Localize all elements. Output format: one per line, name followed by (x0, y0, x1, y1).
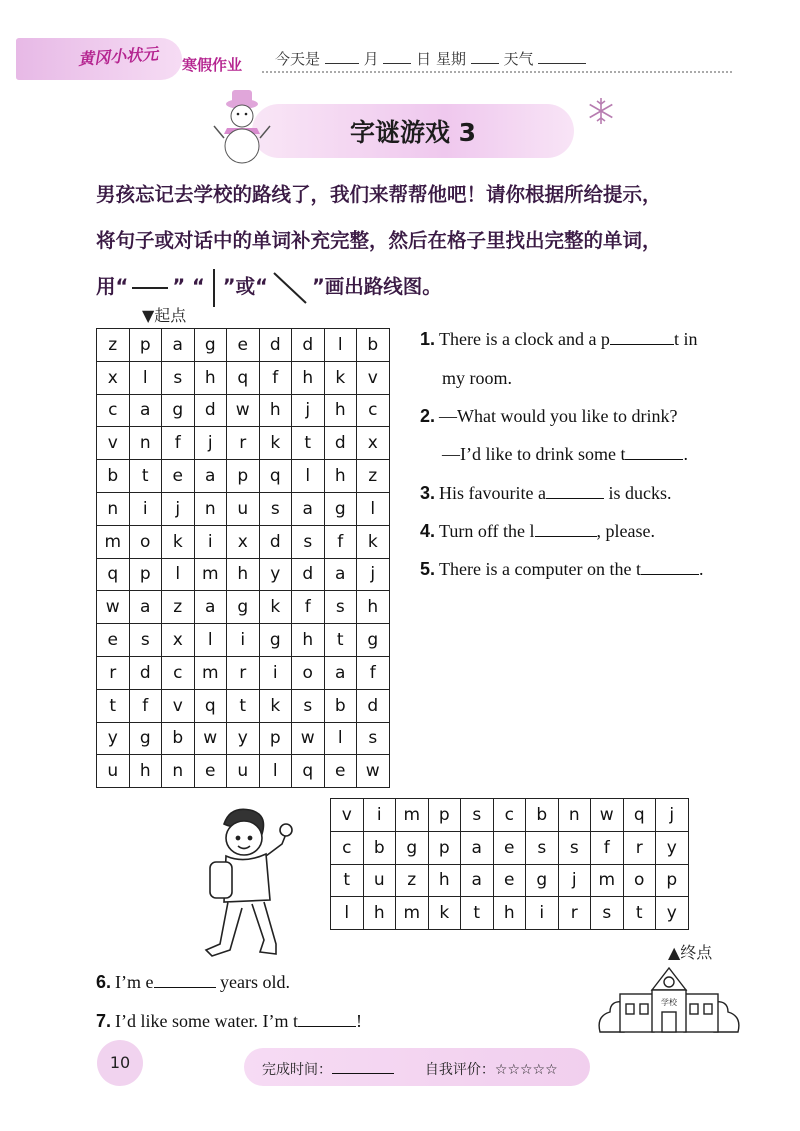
question-number: 2. (420, 406, 436, 426)
question-text: years old. (215, 972, 290, 992)
grid-cell[interactable]: t (461, 897, 494, 930)
grid-row (97, 722, 390, 755)
grid-cell[interactable]: d (324, 427, 357, 460)
grid-cell[interactable]: p (227, 460, 260, 493)
grid-cell[interactable]: p (428, 831, 461, 864)
grid-cell[interactable]: h (428, 864, 461, 897)
grid-row (97, 460, 390, 493)
grid-cell[interactable]: a (292, 492, 325, 525)
grid-cell[interactable]: e (194, 755, 227, 788)
grid-cell[interactable]: h (194, 361, 227, 394)
grid-cell[interactable]: b (162, 722, 195, 755)
grid-cell[interactable]: c (357, 394, 390, 427)
question-text: ! (355, 1011, 362, 1031)
grid-cell[interactable]: y (97, 722, 130, 755)
grid-cell[interactable]: b (97, 460, 130, 493)
instructions (96, 172, 746, 310)
letter-grid-bottom (330, 798, 689, 930)
grid-cell[interactable]: q (227, 361, 260, 394)
question-number: 1. (420, 329, 436, 349)
grid-cell[interactable]: q (97, 558, 130, 591)
grid-cell[interactable]: j (292, 394, 325, 427)
grid-cell[interactable]: a (324, 558, 357, 591)
grid-cell[interactable]: q (259, 460, 292, 493)
grid-cell[interactable]: l (324, 722, 357, 755)
grid-cell[interactable]: s (259, 492, 292, 525)
grid-cell[interactable]: a (461, 864, 494, 897)
grid-row (331, 897, 689, 930)
grid-cell[interactable]: h (324, 460, 357, 493)
grid-cell[interactable]: p (129, 558, 162, 591)
answer-blank[interactable] (298, 1026, 356, 1027)
grid-row (331, 831, 689, 864)
question-4 (420, 521, 655, 542)
grid-cell[interactable]: s (357, 722, 390, 755)
question-number: 7. (96, 1011, 112, 1031)
question-text: is ducks. (603, 483, 672, 503)
grid-cell[interactable]: v (97, 427, 130, 460)
grid-cell[interactable]: s (292, 525, 325, 558)
grid-cell[interactable]: d (194, 394, 227, 427)
grid-cell[interactable]: c (162, 656, 195, 689)
grid-cell[interactable]: z (396, 864, 429, 897)
grid-cell[interactable]: d (259, 329, 292, 362)
question-text: . (683, 444, 688, 464)
grid-cell[interactable]: x (357, 427, 390, 460)
grid-row (97, 492, 390, 525)
grid-cell[interactable]: d (292, 558, 325, 591)
grid-cell[interactable]: k (259, 591, 292, 624)
grid-cell[interactable]: l (324, 329, 357, 362)
question-7 (96, 1011, 362, 1032)
grid-cell[interactable]: h (292, 624, 325, 657)
grid-cell[interactable]: q (194, 689, 227, 722)
grid-cell[interactable]: s (526, 831, 559, 864)
grid-cell[interactable]: j (357, 558, 390, 591)
grid-cell[interactable]: x (97, 361, 130, 394)
grid-cell[interactable]: b (363, 831, 396, 864)
weekday-label: 星期 (435, 50, 466, 68)
grid-cell[interactable]: h (259, 394, 292, 427)
grid-cell[interactable]: c (97, 394, 130, 427)
grid-cell[interactable]: e (493, 864, 526, 897)
grid-cell[interactable]: w (357, 755, 390, 788)
homework-label: 寒假作业 (182, 56, 243, 74)
grid-cell[interactable]: p (428, 799, 461, 832)
today-label: 今天是 (275, 50, 321, 68)
grid-cell[interactable]: d (292, 329, 325, 362)
grid-cell[interactable]: i (194, 525, 227, 558)
grid-row (97, 427, 390, 460)
weather-label: 天气 (503, 50, 534, 68)
grid-cell[interactable]: s (129, 624, 162, 657)
completion-time-label: 完成时间： (262, 1062, 332, 1078)
grid-row (97, 591, 390, 624)
grid-cell[interactable]: b (526, 799, 559, 832)
grid-cell[interactable]: z (357, 460, 390, 493)
boy-illustration (190, 804, 300, 964)
grid-cell[interactable]: r (227, 656, 260, 689)
grid-cell[interactable]: w (591, 799, 624, 832)
grid-cell[interactable]: f (357, 656, 390, 689)
grid-cell[interactable]: q (623, 799, 656, 832)
grid-cell[interactable]: g (324, 492, 357, 525)
grid-cell[interactable]: f (259, 361, 292, 394)
grid-cell[interactable]: e (324, 755, 357, 788)
grid-cell[interactable]: g (396, 831, 429, 864)
grid-row (97, 689, 390, 722)
page-number: 10 (97, 1040, 143, 1086)
grid-cell[interactable]: o (292, 656, 325, 689)
grid-cell[interactable]: n (97, 492, 130, 525)
grid-cell[interactable]: k (259, 689, 292, 722)
grid-cell[interactable]: o (623, 864, 656, 897)
grid-cell[interactable]: h (363, 897, 396, 930)
question-text: . (698, 559, 704, 579)
grid-cell[interactable]: f (129, 689, 162, 722)
grid-cell[interactable]: w (194, 722, 227, 755)
grid-cell[interactable]: u (227, 755, 260, 788)
grid-row (97, 361, 390, 394)
question-text: I’d like some water. I’m t (115, 1011, 298, 1031)
grid-cell[interactable]: t (331, 864, 364, 897)
grid-cell[interactable]: a (194, 591, 227, 624)
grid-cell[interactable]: d (259, 525, 292, 558)
grid-cell[interactable]: v (162, 689, 195, 722)
grid-cell[interactable]: n (162, 755, 195, 788)
grid-cell[interactable]: e (227, 329, 260, 362)
grid-cell[interactable]: k (428, 897, 461, 930)
grid-cell[interactable]: k (357, 525, 390, 558)
date-line (275, 48, 586, 69)
grid-cell[interactable]: l (259, 755, 292, 788)
page-title: 字谜游戏 3 (349, 118, 477, 147)
grid-cell[interactable]: f (292, 591, 325, 624)
grid-cell[interactable]: g (357, 624, 390, 657)
start-label: ▼起点 (142, 306, 187, 325)
grid-cell[interactable]: i (129, 492, 162, 525)
grid-cell[interactable]: t (129, 460, 162, 493)
diagonal-line-icon (270, 270, 310, 306)
grid-cell[interactable]: c (331, 831, 364, 864)
question-5 (420, 559, 703, 580)
grid-cell[interactable]: w (227, 394, 260, 427)
grid-cell[interactable]: y (227, 722, 260, 755)
question-text: , please. (596, 521, 656, 541)
answer-blank[interactable] (154, 987, 216, 988)
grid-row (331, 799, 689, 832)
grid-row (331, 864, 689, 897)
grid-cell[interactable]: s (591, 897, 624, 930)
footer-text (262, 1059, 558, 1079)
grid-cell[interactable]: m (591, 864, 624, 897)
grid-cell[interactable]: g (162, 394, 195, 427)
snowflake-icon (586, 96, 616, 126)
grid-cell[interactable]: l (194, 624, 227, 657)
answer-blank[interactable] (535, 536, 597, 537)
grid-cell[interactable]: z (162, 591, 195, 624)
instruction-line-2: 将句子或对话中的单词补充完整，然后在格子里找出完整的单词， (96, 229, 662, 252)
grid-cell[interactable]: a (129, 394, 162, 427)
self-evaluation-label: 自我评价： (424, 1062, 495, 1078)
vertical-line-icon (207, 268, 221, 308)
grid-cell[interactable]: f (591, 831, 624, 864)
grid-cell[interactable]: s (162, 361, 195, 394)
grid-cell[interactable]: h (493, 897, 526, 930)
day-blank[interactable] (383, 49, 411, 64)
instruction-end: 画出路线图。 (324, 275, 442, 298)
grid-cell[interactable]: j (558, 864, 591, 897)
grid-cell[interactable]: n (194, 492, 227, 525)
grid-cell[interactable]: m (194, 558, 227, 591)
grid-row (97, 624, 390, 657)
school-sign: 学校 (661, 998, 677, 1007)
instruction-or: 或 (235, 275, 256, 298)
grid-cell[interactable]: g (259, 624, 292, 657)
header-divider (262, 71, 732, 73)
grid-cell[interactable]: j (194, 427, 227, 460)
grid-cell[interactable]: g (129, 722, 162, 755)
grid-cell[interactable]: t (324, 624, 357, 657)
grid-cell[interactable]: r (623, 831, 656, 864)
grid-cell[interactable]: j (656, 799, 689, 832)
grid-cell[interactable]: s (292, 689, 325, 722)
question-6 (96, 972, 290, 993)
grid-cell[interactable]: h (292, 361, 325, 394)
grid-cell[interactable]: b (324, 689, 357, 722)
grid-cell[interactable]: a (162, 329, 195, 362)
grid-cell[interactable]: h (227, 558, 260, 591)
grid-cell[interactable]: i (363, 799, 396, 832)
grid-cell[interactable]: l (129, 361, 162, 394)
question-text: His favourite a (439, 483, 546, 503)
instruction-line-1: 男孩忘记去学校的路线了，我们来帮帮他吧！请你根据所给提示， (96, 183, 662, 206)
question-number: 5. (420, 559, 436, 579)
grid-cell[interactable]: y (656, 831, 689, 864)
question-text: Turn off the l (439, 521, 535, 541)
grid-cell[interactable]: o (129, 525, 162, 558)
grid-row (97, 394, 390, 427)
grid-cell[interactable]: k (324, 361, 357, 394)
grid-cell[interactable]: r (558, 897, 591, 930)
grid-cell[interactable]: u (97, 755, 130, 788)
grid-cell[interactable]: k (259, 427, 292, 460)
grid-cell[interactable]: z (97, 329, 130, 362)
instruction-use: 用 (96, 275, 116, 298)
grid-cell[interactable]: t (292, 427, 325, 460)
letter-grid-top (96, 328, 390, 788)
grid-cell[interactable]: f (162, 427, 195, 460)
question-text: There is a clock and a p (439, 329, 610, 349)
grid-cell[interactable]: e (162, 460, 195, 493)
day-label: 日 (416, 50, 432, 68)
grid-cell[interactable]: x (162, 624, 195, 657)
grid-cell[interactable]: d (357, 689, 390, 722)
question-text: t in (673, 329, 698, 349)
grid-cell[interactable]: d (129, 656, 162, 689)
grid-cell[interactable]: g (526, 864, 559, 897)
grid-cell[interactable]: x (227, 525, 260, 558)
grid-cell[interactable]: h (324, 394, 357, 427)
grid-cell[interactable]: k (162, 525, 195, 558)
grid-cell[interactable]: l (331, 897, 364, 930)
question-2 (420, 406, 677, 427)
grid-cell[interactable]: a (324, 656, 357, 689)
question-3 (420, 483, 671, 504)
grid-row (97, 558, 390, 591)
completion-time-blank[interactable] (332, 1073, 394, 1074)
instruction-line-3: 用“ ” “ ”或“ ”画出路线图。 (96, 264, 746, 310)
grid-cell[interactable]: y (259, 558, 292, 591)
grid-cell[interactable]: a (461, 831, 494, 864)
grid-cell[interactable]: i (526, 897, 559, 930)
question-text: There is a computer on the t (439, 559, 641, 579)
brand-logo: 黄冈小状元 (77, 44, 159, 69)
grid-cell[interactable]: s (461, 799, 494, 832)
answer-blank[interactable] (610, 344, 674, 345)
grid-cell[interactable]: i (227, 624, 260, 657)
answer-blank[interactable] (546, 498, 604, 499)
grid-cell[interactable]: b (357, 329, 390, 362)
grid-cell[interactable]: v (357, 361, 390, 394)
answer-blank[interactable] (625, 459, 683, 460)
grid-cell[interactable]: g (227, 591, 260, 624)
question-text: —What would you like to drink? (439, 406, 678, 426)
question-1-continued: my room. (442, 368, 512, 388)
grid-cell[interactable]: l (357, 492, 390, 525)
question-1 (420, 329, 697, 350)
question-number: 4. (420, 521, 436, 541)
grid-cell[interactable]: t (227, 689, 260, 722)
grid-cell[interactable]: j (162, 492, 195, 525)
grid-row (97, 656, 390, 689)
grid-cell[interactable]: n (558, 799, 591, 832)
grid-cell[interactable]: p (656, 864, 689, 897)
grid-cell[interactable]: f (324, 525, 357, 558)
grid-cell[interactable]: u (227, 492, 260, 525)
grid-row (97, 755, 390, 788)
grid-cell[interactable]: s (324, 591, 357, 624)
month-blank[interactable] (325, 49, 359, 64)
grid-cell[interactable]: u (363, 864, 396, 897)
grid-cell[interactable]: m (97, 525, 130, 558)
grid-cell[interactable]: l (162, 558, 195, 591)
grid-cell[interactable]: y (656, 897, 689, 930)
month-label: 月 (363, 50, 379, 68)
grid-cell[interactable]: p (129, 329, 162, 362)
grid-cell[interactable]: h (357, 591, 390, 624)
grid-cell[interactable]: m (396, 799, 429, 832)
question-number: 6. (96, 972, 112, 992)
grid-row (97, 525, 390, 558)
rating-stars[interactable]: ☆☆☆☆☆ (494, 1062, 558, 1078)
grid-cell[interactable]: a (194, 460, 227, 493)
grid-cell[interactable]: w (292, 722, 325, 755)
end-label: ▲终点 (668, 943, 713, 962)
horizontal-line-icon (130, 278, 170, 298)
grid-cell[interactable]: r (97, 656, 130, 689)
grid-cell[interactable]: e (97, 624, 130, 657)
grid-cell[interactable]: a (129, 591, 162, 624)
grid-cell[interactable]: q (292, 755, 325, 788)
grid-cell[interactable]: m (194, 656, 227, 689)
grid-row (97, 329, 390, 362)
grid-cell[interactable]: i (259, 656, 292, 689)
question-text: —I’d like to drink some t (442, 444, 626, 464)
grid-cell[interactable]: c (493, 799, 526, 832)
question-number: 3. (420, 483, 436, 503)
grid-cell[interactable]: g (194, 329, 227, 362)
grid-cell[interactable]: p (259, 722, 292, 755)
question-text: I’m e (115, 972, 154, 992)
grid-cell[interactable]: m (396, 897, 429, 930)
weather-blank[interactable] (538, 49, 586, 64)
grid-cell[interactable]: v (331, 799, 364, 832)
school-illustration (596, 960, 742, 1034)
grid-cell[interactable]: s (558, 831, 591, 864)
grid-cell[interactable]: n (129, 427, 162, 460)
grid-cell[interactable]: l (292, 460, 325, 493)
grid-cell[interactable]: t (623, 897, 656, 930)
weekday-blank[interactable] (471, 49, 499, 64)
question-2-reply (442, 444, 688, 465)
grid-cell[interactable]: h (129, 755, 162, 788)
grid-cell[interactable]: w (97, 591, 130, 624)
grid-cell[interactable]: t (97, 689, 130, 722)
grid-cell[interactable]: r (227, 427, 260, 460)
answer-blank[interactable] (641, 574, 699, 575)
grid-cell[interactable]: e (493, 831, 526, 864)
